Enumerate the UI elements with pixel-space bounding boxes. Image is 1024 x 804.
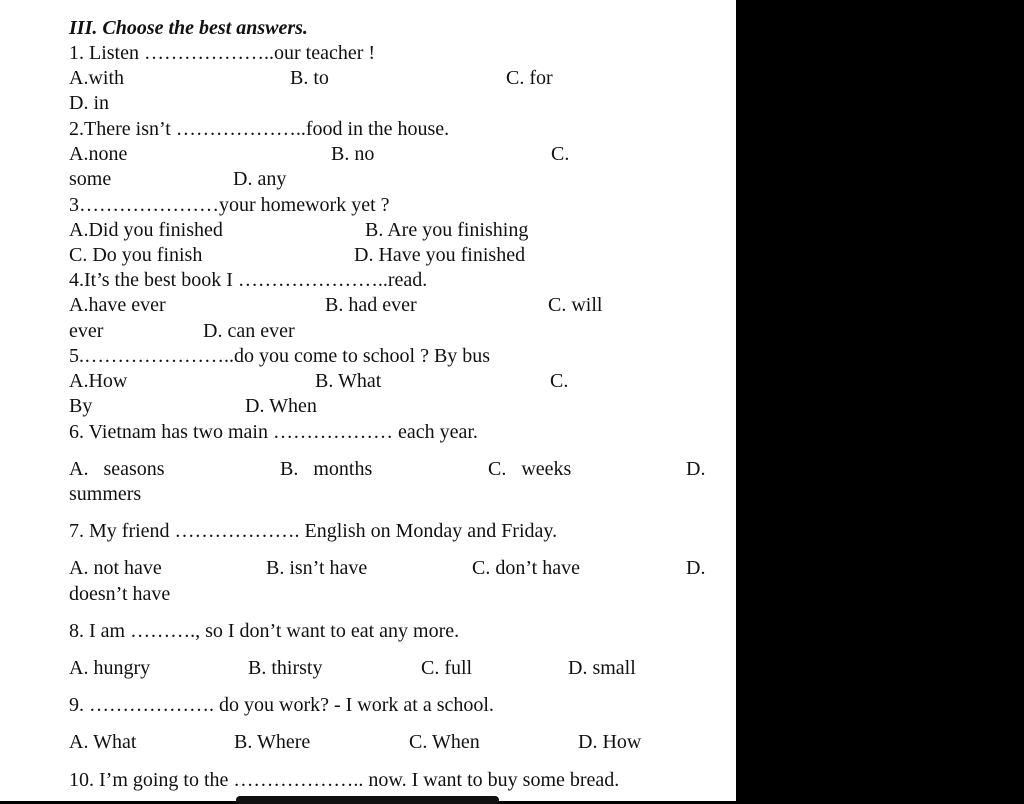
question-7-option-d: D. — [686, 557, 706, 579]
question-6-option-d: D. — [686, 458, 706, 480]
question-1-option-d: D. in — [69, 92, 109, 114]
question-4-option-c-text: ever — [69, 320, 104, 342]
question-2-option-b: B. no — [331, 143, 375, 165]
question-8-option-d: D. small — [568, 657, 636, 679]
black-side-panel — [736, 0, 1024, 801]
home-indicator-bar — [236, 796, 499, 804]
question-3-option-b: B. Are you finishing — [365, 219, 529, 241]
question-9-option-a: A. What — [69, 731, 137, 753]
question-9-option-d: D. How — [578, 731, 642, 753]
question-8-option-c: C. full — [421, 657, 473, 679]
question-9-option-b: B. Where — [234, 731, 311, 753]
question-8-option-a: A. hungry — [69, 657, 151, 679]
question-4-option-c: C. will — [548, 294, 603, 316]
question-6-option-b: B. months — [280, 458, 373, 480]
question-7-stem: 7. My friend ………………. English on Monday and Friday. — [69, 520, 558, 542]
question-2-stem: 2.There isn’t ………………..food in the house. — [69, 118, 450, 140]
question-1-stem: 1. Listen ………………..our teacher ! — [69, 42, 376, 64]
question-9-stem: 9. ………………. do you work? - I work at a school. — [69, 694, 494, 716]
question-2-option-a: A.none — [69, 143, 128, 165]
question-4-stem: 4.It’s the best book I …………………..read. — [69, 269, 428, 291]
question-6-option-c: C. weeks — [488, 458, 572, 480]
question-7-option-a: A. not have — [69, 557, 162, 579]
question-4-option-d: D. can ever — [203, 320, 295, 342]
question-9-option-c: C. When — [409, 731, 480, 753]
question-1-option-b: B. to — [290, 67, 329, 89]
question-7-option-d-text: doesn’t have — [69, 583, 171, 605]
question-3-option-a: A.Did you finished — [69, 219, 223, 241]
question-5-option-c-text: By — [69, 395, 93, 417]
question-2-option-d: D. any — [233, 168, 287, 190]
section-title: III. Choose the best answers. — [69, 17, 308, 39]
question-7-option-c: C. don’t have — [472, 557, 580, 579]
question-1-option-c: C. for — [506, 67, 553, 89]
question-8-option-b: B. thirsty — [248, 657, 323, 679]
question-5-option-a: A.How — [69, 370, 128, 392]
question-4-option-a: A.have ever — [69, 294, 166, 316]
question-2-option-c-text: some — [69, 168, 112, 190]
question-8-stem: 8. I am ………., so I don’t want to eat any more. — [69, 620, 460, 642]
question-2-option-c: C. — [551, 143, 570, 165]
question-1-option-a: A.with — [69, 67, 124, 89]
question-5-option-b: B. What — [315, 370, 382, 392]
question-7-option-b: B. isn’t have — [266, 557, 368, 579]
question-6-option-a: A. seasons — [69, 458, 165, 480]
question-3-stem: 3…………………your homework yet ? — [69, 194, 390, 216]
question-3-option-c: C. Do you finish — [69, 244, 203, 266]
question-10-stem: 10. I’m going to the ……………….. now. I want to buy some bread. — [69, 769, 620, 791]
question-6-stem: 6. Vietnam has two main ……………… each year. — [69, 421, 478, 443]
question-5-option-c: C. — [550, 370, 569, 392]
question-5-stem: 5.…………………..do you come to school ? By bus — [69, 345, 491, 367]
question-6-option-d-text: summers — [69, 483, 142, 505]
question-5-option-d: D. When — [245, 395, 317, 417]
question-4-option-b: B. had ever — [325, 294, 417, 316]
question-3-option-d: D. Have you finished — [354, 244, 526, 266]
